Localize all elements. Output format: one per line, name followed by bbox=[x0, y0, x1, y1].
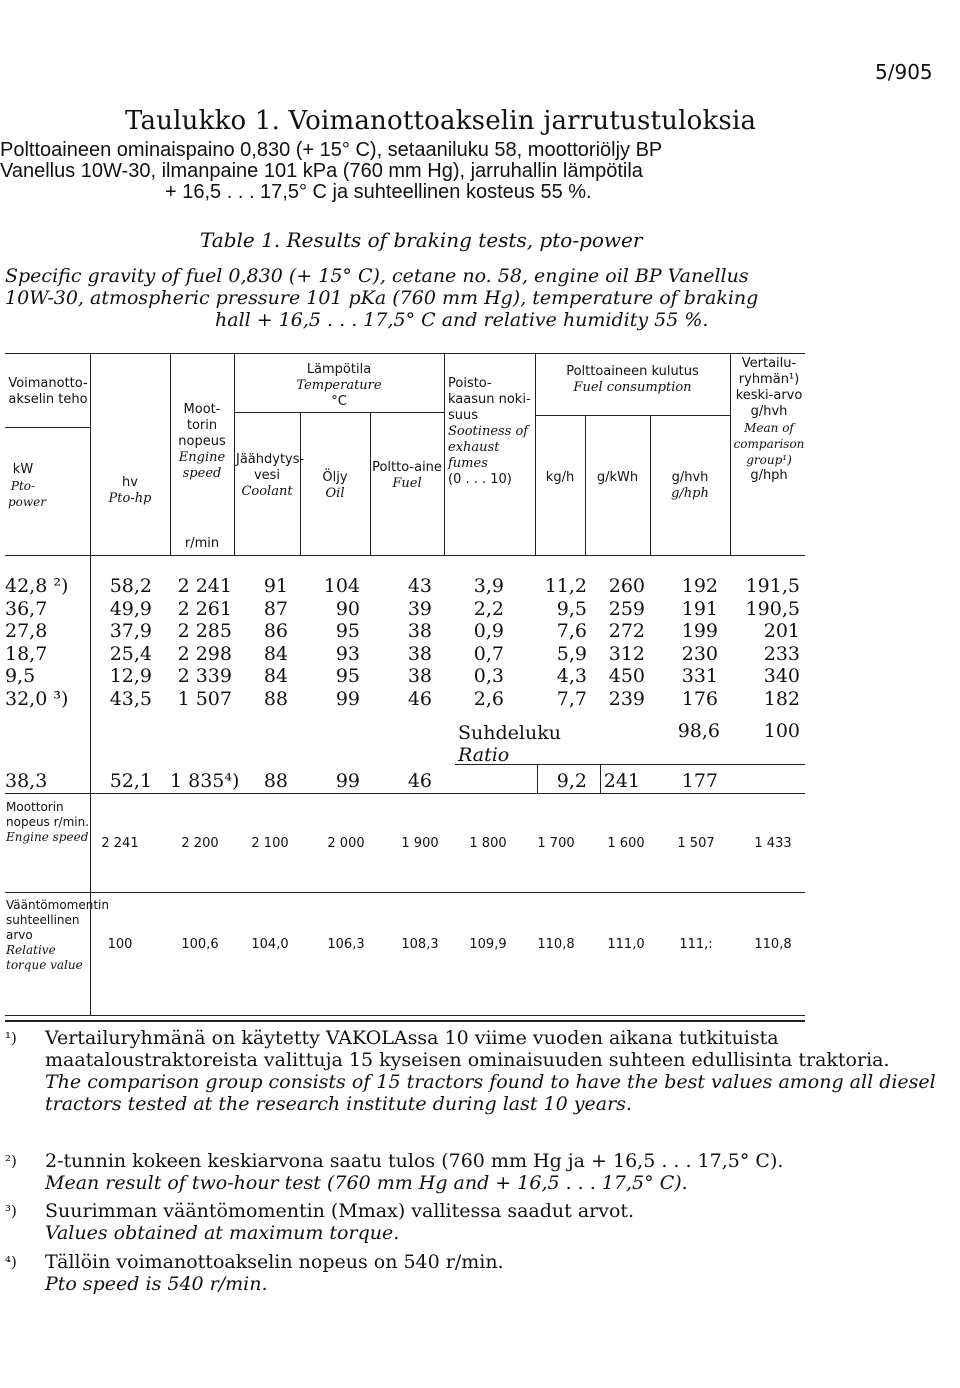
speed-value: 2 200 bbox=[181, 836, 219, 851]
header-coolant bbox=[236, 452, 305, 500]
torque-value: 100 bbox=[107, 937, 133, 952]
cell-gkwh: 312 bbox=[608, 642, 645, 665]
speed-row-rule bbox=[5, 892, 805, 893]
cell-smoke: 2,2 bbox=[473, 597, 504, 620]
cell-rpm: 2 298 bbox=[177, 642, 232, 665]
speed-value: 1 600 bbox=[607, 836, 645, 851]
cell-fuel: 38 bbox=[407, 642, 432, 665]
footnote-3-fi: Suurimman vääntömomentin (Mmax) vallitessa saadut arvot. bbox=[45, 1200, 635, 1222]
extra-hv: 52,1 bbox=[109, 770, 152, 792]
torque-value: 110,8 bbox=[754, 937, 792, 952]
intro-en-line-2: 10W-30, atmospheric pressure 101 pKa (760 mm Hg), temperature of braking bbox=[5, 287, 759, 309]
cell-gkwh: 259 bbox=[608, 597, 645, 620]
header-smoke-fi: Poisto-kaasun noki-suus bbox=[448, 376, 531, 423]
col-divider-5 bbox=[370, 412, 371, 555]
torque-value: 104,0 bbox=[251, 937, 289, 952]
cell-fuel: 38 bbox=[407, 665, 432, 687]
intro-fi-line-3: + 16,5 . . . 17,5° C ja suhteellinen kosteus 55 %. bbox=[165, 181, 592, 203]
cell-kw: 42,8 ²) bbox=[5, 575, 69, 597]
cell-hv: 49,9 bbox=[109, 597, 152, 620]
consumption-subrule bbox=[535, 415, 730, 416]
extra-oil: 99 bbox=[335, 770, 360, 792]
header-hv bbox=[92, 475, 168, 507]
cell-hv: 37,9 bbox=[109, 620, 152, 642]
header-gkwh: g/kWh bbox=[596, 470, 639, 485]
cell-coolant: 88 bbox=[263, 687, 288, 710]
intro-en-line-3: hall + 16,5 . . . 17,5° C and relative humidity 55 %. bbox=[215, 309, 709, 331]
footnote-1-fi: Vertailuryhmänä on käytetty VAKOLAssa 10 viime vuoden aikana tutkituista maataloustraktoreista valittuja 15 kyseisen ominaisuuden suhteen edullisinta traktoria. bbox=[45, 1027, 890, 1071]
cell-comp: 191,5 bbox=[745, 575, 800, 597]
cell-oil: 104 bbox=[323, 575, 360, 597]
table-bottom-rule bbox=[5, 1015, 805, 1016]
speed-row-label-fi: Moottorin nopeus r/min. bbox=[6, 800, 90, 829]
cell-rpm: 1 507 bbox=[177, 687, 232, 710]
header-oil-fi: Öljy bbox=[322, 470, 348, 485]
cell-smoke: 2,6 bbox=[473, 687, 504, 710]
cell-hv: 12,9 bbox=[109, 665, 152, 687]
header-rpm-unit: r/min bbox=[184, 536, 220, 551]
ratio-ghvh: 98,6 bbox=[677, 720, 720, 742]
header-kw-en: Pto-power bbox=[8, 479, 47, 509]
cell-coolant: 86 bbox=[263, 620, 288, 642]
speed-value: 1 800 bbox=[469, 836, 507, 851]
cell-oil: 95 bbox=[335, 620, 360, 642]
cell-smoke: 0,3 bbox=[473, 665, 504, 687]
cell-kw: 27,8 bbox=[5, 620, 48, 642]
footnote-2 bbox=[5, 1150, 945, 1194]
cell-smoke: 3,9 bbox=[473, 575, 504, 597]
footnote-1-mark: ¹) bbox=[5, 1029, 17, 1047]
cell-gkwh: 239 bbox=[608, 687, 645, 710]
cell-coolant: 84 bbox=[263, 642, 288, 665]
header-comparison-unit2: g/hph bbox=[750, 468, 788, 483]
header-consumption bbox=[537, 364, 728, 396]
cell-hv: 25,4 bbox=[109, 642, 152, 665]
footnote-1-en: The comparison group consists of 15 tractors found to have the best values among all diesel tractors tested at the research institute during last 10 years. bbox=[45, 1071, 936, 1115]
temp-subrule bbox=[234, 412, 444, 413]
col-divider-9 bbox=[650, 415, 651, 555]
table-top-rule bbox=[5, 353, 805, 354]
header-bottom-rule bbox=[5, 555, 805, 556]
speed-row-label-en: Engine speed bbox=[6, 830, 89, 844]
footnote-3 bbox=[5, 1200, 945, 1244]
header-smoke bbox=[448, 376, 532, 488]
header-engine-speed-en: Engine speed bbox=[178, 450, 226, 481]
cell-kgh: 5,9 bbox=[556, 642, 587, 665]
cell-ghvh: 191 bbox=[681, 597, 718, 620]
cell-comp: 190,5 bbox=[745, 597, 800, 620]
cell-ghvh: 230 bbox=[681, 642, 718, 665]
torque-row-label-en: Relative torque value bbox=[6, 943, 83, 972]
extra-gkwh: 241 bbox=[603, 770, 640, 792]
cell-coolant: 84 bbox=[263, 665, 288, 687]
header-comparison-en: Mean of comparison group¹) bbox=[733, 421, 805, 467]
torque-value: 110,8 bbox=[537, 937, 575, 952]
col-divider-3 bbox=[234, 353, 235, 555]
ratio-label-fi: Suhdeluku bbox=[458, 722, 561, 744]
cell-fuel: 39 bbox=[407, 597, 432, 620]
intro-fi-line-1: Polttoaineen ominaispaino 0,830 (+ 15° C), setaaniluku 58, moottoriöljy BP bbox=[0, 139, 663, 161]
col-divider-2 bbox=[170, 353, 171, 555]
col-divider-6 bbox=[444, 353, 445, 555]
cell-kgh: 4,3 bbox=[556, 665, 587, 687]
header-comparison bbox=[733, 356, 805, 484]
footnote-1 bbox=[5, 1027, 945, 1115]
cell-rpm: 2 261 bbox=[177, 597, 232, 620]
extra-kw: 38,3 bbox=[5, 770, 48, 792]
cell-oil: 95 bbox=[335, 665, 360, 687]
header-coolant-fi: Jäähdytys-vesi bbox=[236, 452, 305, 483]
torque-value: 111,0 bbox=[607, 937, 645, 952]
header-hv-unit: hv bbox=[122, 475, 138, 490]
header-kw-unit: kW bbox=[12, 462, 34, 477]
col-divider-4 bbox=[300, 412, 301, 555]
header-fuel bbox=[372, 460, 442, 492]
cell-fuel: 38 bbox=[407, 620, 432, 642]
torque-value: 106,3 bbox=[327, 937, 365, 952]
cell-gkwh: 260 bbox=[608, 575, 645, 597]
cell-rpm: 2 339 bbox=[177, 665, 232, 687]
cell-comp: 182 bbox=[763, 687, 800, 710]
speed-value: 2 100 bbox=[251, 836, 289, 851]
speed-value: 2 241 bbox=[101, 836, 139, 851]
header-fuel-fi: Poltto-aine bbox=[372, 460, 442, 475]
footnote-4-fi: Tällöin voimanottoakselin nopeus on 540 r/min. bbox=[45, 1251, 504, 1273]
intro-en-line-1: Specific gravity of fuel 0,830 (+ 15° C), cetane no. 58, engine oil BP Vanellus bbox=[5, 265, 749, 287]
header-engine-speed-fi: Moot-torin nopeus bbox=[178, 402, 226, 449]
footnote-2-en: Mean result of two-hour test (760 mm Hg and + 16,5 . . . 17,5° C). bbox=[45, 1172, 688, 1194]
header-hv-en: Pto-hp bbox=[108, 491, 152, 506]
cell-ghvh: 199 bbox=[681, 620, 718, 642]
speed-value: 1 700 bbox=[537, 836, 575, 851]
cell-comp: 201 bbox=[763, 620, 800, 642]
header-oil-en: Oil bbox=[325, 486, 345, 501]
cell-kw: 9,5 bbox=[5, 665, 36, 687]
cell-oil: 99 bbox=[335, 687, 360, 710]
cell-kgh: 7,6 bbox=[556, 620, 587, 642]
header-comparison-unit1: g/hvh bbox=[750, 404, 788, 419]
cell-oil: 90 bbox=[335, 597, 360, 620]
torque-value: 100,6 bbox=[181, 937, 219, 952]
title-finnish: Taulukko 1. Voimanottoakselin jarrutustuloksia bbox=[125, 106, 757, 136]
cell-fuel: 46 bbox=[407, 687, 432, 710]
col-divider-10 bbox=[730, 353, 731, 555]
speed-row-label bbox=[6, 800, 90, 845]
header-comparison-fi: Vertailu-ryhmän¹) keski-arvo bbox=[735, 356, 803, 403]
cell-kw: 36,7 bbox=[5, 597, 48, 620]
col-divider-8 bbox=[585, 415, 586, 555]
torque-row-label-fi: Vääntömomentin suhteellinen arvo bbox=[6, 898, 109, 942]
ratio-label-en: Ratio bbox=[458, 744, 510, 766]
footnote-4-en: Pto speed is 540 r/min. bbox=[45, 1273, 268, 1295]
cell-kgh: 11,2 bbox=[544, 575, 587, 597]
cell-gkwh: 450 bbox=[608, 665, 645, 687]
footnote-2-fi: 2-tunnin kokeen keskiarvona saatu tulos (760 mm Hg ja + 16,5 . . . 17,5° C). bbox=[45, 1150, 784, 1172]
intro-fi-line-2: Vanellus 10W-30, ilmanpaine 101 kPa (760 mm Hg), jarruhallin lämpötila bbox=[0, 160, 643, 182]
cell-hv: 43,5 bbox=[109, 687, 152, 710]
extra-ghvh: 177 bbox=[681, 770, 718, 792]
cell-kgh: 9,5 bbox=[556, 597, 587, 620]
cell-rpm: 2 285 bbox=[177, 620, 232, 642]
intro-english bbox=[5, 265, 905, 331]
header-consumption-fi: Polttoaineen kulutus bbox=[566, 364, 699, 379]
header-kgh: kg/h bbox=[545, 470, 575, 485]
extra-fuel: 46 bbox=[407, 770, 432, 792]
cell-comp: 340 bbox=[763, 665, 800, 687]
header-engine-speed bbox=[172, 402, 232, 482]
cell-coolant: 87 bbox=[263, 597, 288, 620]
torque-value: 109,9 bbox=[469, 937, 507, 952]
header-ghvh-unit: g/hvh bbox=[671, 470, 709, 485]
title-english: Table 1. Results of braking tests, pto-power bbox=[200, 228, 643, 252]
footnote-rule bbox=[5, 1020, 805, 1022]
extra-coolant: 88 bbox=[263, 770, 288, 792]
header-temperature-unit: °C bbox=[331, 394, 347, 409]
header-kw bbox=[8, 462, 47, 510]
intro-finnish bbox=[0, 140, 940, 203]
header-fuel-en: Fuel bbox=[392, 476, 422, 491]
cell-smoke: 0,9 bbox=[473, 620, 504, 642]
footnote-3-mark: ³) bbox=[5, 1202, 17, 1220]
cell-gkwh: 272 bbox=[608, 620, 645, 642]
extra-row-rule bbox=[5, 793, 805, 794]
cell-kgh: 7,7 bbox=[556, 687, 587, 710]
cell-ghvh: 331 bbox=[681, 665, 718, 687]
header-ghvh bbox=[652, 470, 728, 502]
header-temperature-en: Temperature bbox=[296, 378, 382, 393]
col-divider-7 bbox=[535, 353, 536, 555]
cell-rpm: 2 241 bbox=[177, 575, 232, 597]
header-ghph-unit: g/hph bbox=[671, 486, 709, 501]
speed-value: 1 507 bbox=[677, 836, 715, 851]
cell-coolant: 91 bbox=[263, 575, 288, 597]
torque-value: 111,: bbox=[679, 937, 713, 952]
cell-kw: 18,7 bbox=[5, 642, 48, 665]
cell-ghvh: 176 bbox=[681, 687, 718, 710]
header-smoke-range: (0 . . . 10) bbox=[448, 472, 512, 487]
speed-value: 1 433 bbox=[754, 836, 792, 851]
extra-kgh: 9,2 bbox=[556, 770, 587, 792]
cell-oil: 93 bbox=[335, 642, 360, 665]
page-number: 5/905 bbox=[875, 60, 933, 84]
pto-subrule bbox=[5, 427, 90, 428]
header-temperature bbox=[236, 362, 442, 410]
footnote-3-en: Values obtained at maximum torque. bbox=[45, 1222, 400, 1244]
header-pto-power: Voimanotto-akselin teho bbox=[8, 376, 88, 407]
speed-value: 2 000 bbox=[327, 836, 365, 851]
ratio-comparison: 100 bbox=[763, 720, 800, 742]
header-temperature-fi: Lämpötila bbox=[306, 362, 372, 377]
header-coolant-en: Coolant bbox=[241, 484, 293, 499]
speed-value: 1 900 bbox=[401, 836, 439, 851]
cell-smoke: 0,7 bbox=[473, 642, 504, 665]
ratio-label bbox=[458, 722, 561, 766]
header-smoke-en: Sootiness of exhaust fumes bbox=[448, 424, 529, 471]
cell-fuel: 43 bbox=[407, 575, 432, 597]
footnote-4 bbox=[5, 1251, 945, 1295]
footnote-4-mark: ⁴) bbox=[5, 1253, 17, 1271]
footnote-2-mark: ²) bbox=[5, 1152, 17, 1170]
cell-kw: 32,0 ³) bbox=[5, 687, 69, 710]
cell-hv: 58,2 bbox=[109, 575, 152, 597]
cell-comp: 233 bbox=[763, 642, 800, 665]
torque-value: 108,3 bbox=[401, 937, 439, 952]
extra-rpm: 1 835⁴) bbox=[170, 770, 240, 792]
cell-ghvh: 192 bbox=[681, 575, 718, 597]
header-oil bbox=[302, 470, 368, 502]
torque-row-label bbox=[6, 898, 109, 973]
header-consumption-en: Fuel consumption bbox=[573, 380, 692, 395]
